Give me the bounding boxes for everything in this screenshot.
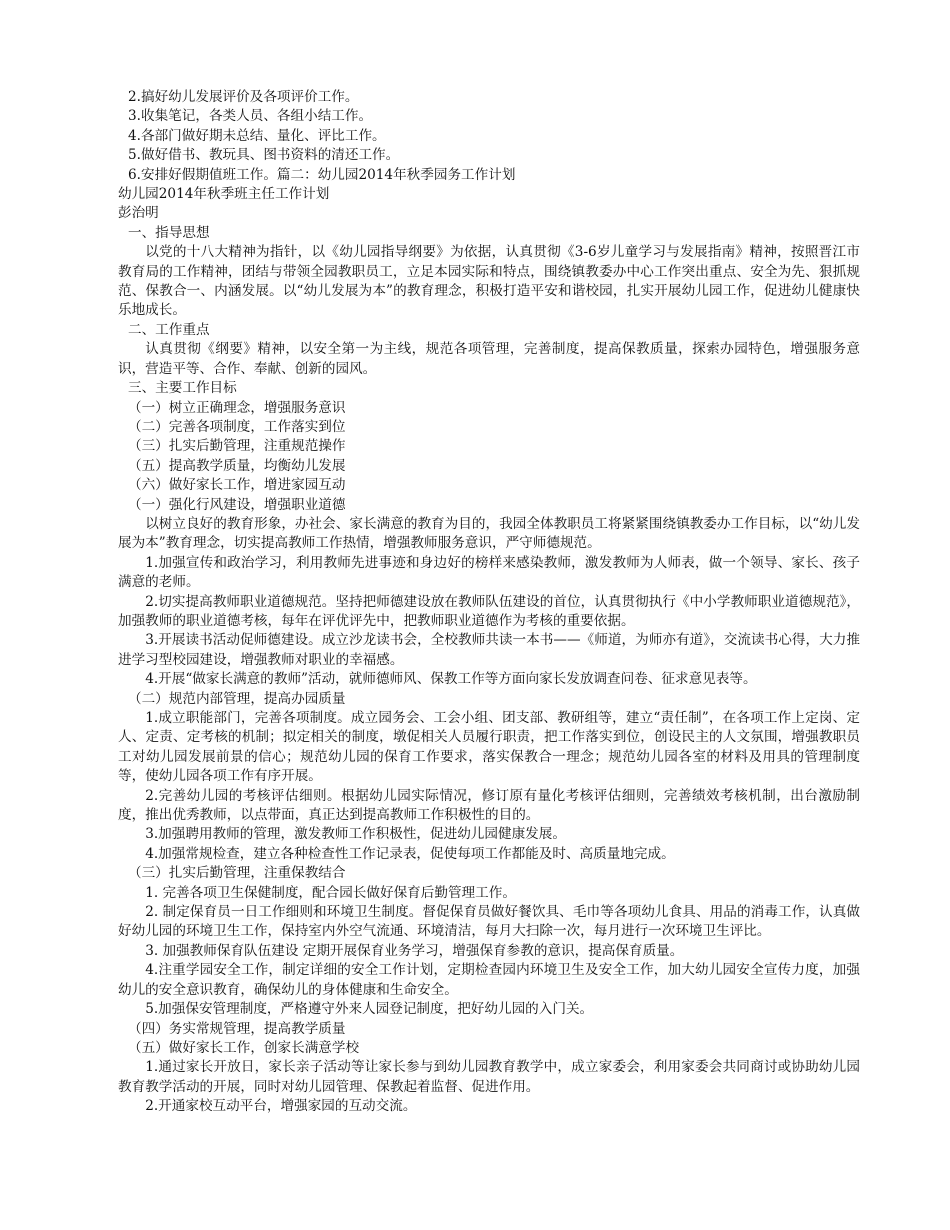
text-line: （二）规范内部管理，提高办园质量: [128, 690, 346, 707]
paragraph: 以党的十八大精神为指针，以《幼儿园指导纲要》为依据，认真贯彻《3-6岁儿童学习与发展指南》精神，按照晋江市教育局的工作精神，团结与带领全园教职员工，立足本园实际和特点，围绕镇教委办中心工作突出重点、安全为先、狠抓规范、保教合一、内涵发展。以“幼儿发展为本”的教育理念，积极打造平安和谐校园，扎实开展幼儿园工作，促进幼儿健康快乐地成长。: [118, 244, 860, 319]
text-line: （五）提高教学质量，均衡幼儿发展: [128, 457, 346, 474]
text-line: （一）树立正确理念，增强服务意识: [128, 399, 346, 416]
text-line: （一）强化行风建设，增强职业道德: [128, 496, 346, 513]
paragraph: 4.加强常规检查，建立各种检查性工作记录表，促使每项工作都能及时、高质量地完成。: [145, 845, 675, 862]
document-page: [118, 88, 860, 1117]
paragraph: 2.切实提高教师职业道德规范。坚持把师德建设放在教师队伍建设的首位，认真贯彻执行《中小学教师职业道德规范》，加强教师的职业道德考核，每年在评优评先中，把教师职业道德作为考核的重要依据。: [118, 593, 860, 629]
text-line: 5.做好借书、教玩具、图书资料的清还工作。: [128, 147, 400, 164]
paragraph: 以树立良好的教育形象，办社会、家长满意的教育为目的，我园全体教职员工将紧紧围绕镇教委办工作目标，以“幼儿发展为本”教育理念，切实提高教师工作热情，增强教师服务意识，严守师德规范。: [118, 515, 860, 552]
paragraph: 3.开展读书活动促师德建设。成立沙龙读书会，全校教师共读一本书——《师道，为师亦有道》，交流读书心得，大力推进学习型校园建设，增强教师对职业的幸福感。: [118, 632, 860, 668]
text-line: （六）做好家长工作，增进家园互动: [128, 477, 346, 494]
text-line: 3.收集笔记，各类人员、各组小结工作。: [128, 108, 373, 125]
text-line: （二）完善各项制度，工作落实到位: [128, 418, 346, 435]
text-line: 4.各部门做好期未总结、量化、评比工作。: [128, 127, 386, 144]
text-line: （四）务实常规管理，提高教学质量: [128, 1020, 346, 1037]
paragraph: 1.通过家长开放日，家长亲子活动等让家长参与到幼儿园教育教学中，成立家委会，利用家委会共同商讨或协助幼儿园教育教学活动的开展，同时对幼儿园管理、保教起着监督、促进作用。: [118, 1059, 860, 1095]
text-line: 三、主要工作目标: [128, 380, 237, 397]
paragraph: 4.开展“做家长满意的教师”活动，就师德师风、保教工作等方面向家长发放调查问卷、征求意见表等。: [145, 671, 757, 688]
paragraph: 3.加强聘用教师的管理，激发教师工作积极性，促进幼儿园健康发展。: [145, 826, 566, 843]
text-line: （五）做好家长工作，创家长满意学校: [128, 1039, 360, 1056]
paragraph: 4.注重学园安全工作，制定详细的安全工作计划，定期检查园内环境卫生及安全工作，加大幼儿园安全宣传力度，加强幼儿的安全意识教育，确保幼儿的身体健康和生命安全。: [118, 962, 860, 998]
paragraph: 1. 完善各项卫生保健制度，配合园长做好保育后勤管理工作。: [145, 884, 516, 901]
paragraph: 1.成立职能部门，完善各项制度。成立园务会、工会小组、团支部、教研组等，建立“责任制”，在各项工作上定岗、定人、定责、定考核的机制；拟定相关的制度，墩促相关人员履行职责，把工作落实到位，创设民主的人文氛围，增强教职员工对幼儿园发展前景的信心；规范幼儿园的保育工作要求，落实保教合一理念；规范幼儿园各室的材料及用具的管理制度等，使幼儿园各项工作有序开展。: [118, 710, 860, 785]
text-line: 二、工作重点: [128, 321, 210, 338]
paragraph: 3. 加强教师保育队伍建设 定期开展保育业务学习，增强保育参教的意识，提高保育质量。: [145, 942, 684, 959]
text-line: 彭治明: [118, 205, 159, 222]
paragraph: 1.加强宣传和政治学习，利用教师先进事迹和身边好的榜样来感染教师，激发教师为人师表，做一个领导、家长、孩子满意的老师。: [118, 554, 860, 591]
paragraph: 认真贯彻《纲要》精神，以安全第一为主线，规范各项管理，完善制度，提高保教质量，探索办园特色，增强服务意识，营造平等、合作、奉献、创新的园风。: [118, 341, 860, 377]
paragraph: 5.加强保安管理制度，严格遵守外来人园登记制度，把好幼儿园的入门关。: [145, 1001, 594, 1018]
text-line: 2.搞好幼儿发展评价及各项评价工作。: [128, 89, 359, 105]
text-line: （三）扎实后勤管理，注重规范操作: [128, 438, 346, 455]
paragraph: 2.开通家校互动平台，增强家园的互动交流。: [145, 1098, 417, 1115]
text-line: 幼儿园2014年秋季班主任工作计划: [118, 186, 330, 203]
text-line: （三）扎实后勤管理，注重保教结合: [128, 865, 346, 882]
text-line: 6.安排好假期值班工作。篇二：幼儿园2014年秋季园务工作计划: [128, 166, 516, 183]
paragraph: 2.完善幼儿园的考核评估细则。根据幼儿园实际情况，修订原有量化考核评估细则，完善绩效考核机制，出台激励制度，推出优秀教师，以点带面，真正达到提高教师工作积极性的目的。: [118, 787, 860, 824]
paragraph: 2. 制定保育员一日工作细则和环境卫生制度。督促保育员做好餐饮具、毛巾等各项幼儿食具、用品的消毒工作，认真做好幼儿园的环境卫生工作，保持室内外空气流通、环境清洁，每月大扫除一次，每月进行一次环境卫生评比。: [118, 904, 860, 940]
text-line: 一、指导思想: [128, 224, 210, 241]
